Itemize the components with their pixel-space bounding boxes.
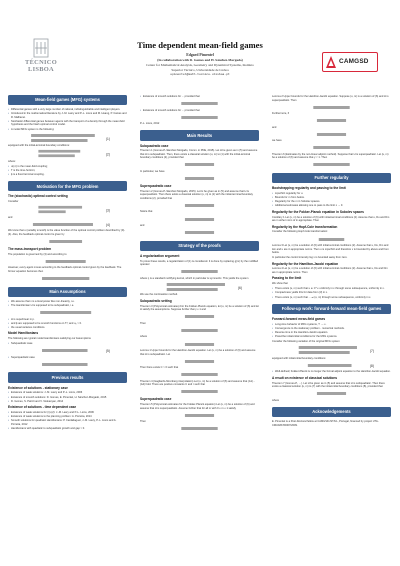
assumptions-list-2 bbox=[8, 318, 127, 330]
equation bbox=[22, 258, 113, 265]
list-item: • Long-time behavior of MFG systems, T → ∞. bbox=[272, 323, 391, 327]
svg-text:(5): (5) bbox=[105, 349, 111, 354]
equation bbox=[154, 341, 245, 348]
svg-text:(7): (7) bbox=[369, 349, 375, 354]
email: epimentel@math.tecnico.ulisboa.pt bbox=[170, 72, 230, 76]
paragraph: We show that bbox=[272, 282, 288, 286]
equation bbox=[22, 309, 113, 316]
list-item: • the usual variance conditions. bbox=[8, 326, 127, 330]
subsection-title: Superquadratic case bbox=[140, 184, 172, 189]
list-item: • and ϕ are supposed to be smooth functions on Tᵈ; and u₀ > 0. bbox=[8, 322, 127, 326]
paragraph: Theorem 2 (Gomes-P.-Sánchez-Morgado, 2015). Let H be given as in (5) and assume that H is superquadratic. Then there exists a classical solution (u, m) to (1) with the initial-terminal boundary conditions (2), provided that bbox=[140, 189, 253, 200]
time-dependent-results-list bbox=[8, 411, 127, 430]
equation bbox=[154, 425, 245, 432]
equation bbox=[286, 144, 377, 151]
paragraph: Consider the following Hopf-Cole transformation: bbox=[272, 230, 328, 234]
list-item: • Existence of weak solutions to the planning problem: A. Porretta, 2014 bbox=[8, 415, 127, 419]
equation bbox=[154, 358, 245, 365]
list-item: • Existence of smooth solutions: D. Gomes, E. Pimentel, H. Sánchez-Morgado, 2015 bbox=[8, 396, 127, 400]
list-item: • Compactness yields this for data from (3) in ε. bbox=[272, 291, 391, 295]
svg-text:(8): (8) bbox=[369, 363, 375, 368]
bootstrapping-list bbox=[272, 192, 391, 208]
equation bbox=[154, 175, 245, 182]
list-item: • Subquadratic case bbox=[8, 342, 127, 346]
list-item: • Introduced in the mathematical literature by J.-M. Lasry and P.-L. Lions and M. Huang, P. Caines and R. Malhamé. bbox=[8, 112, 127, 119]
list-item: • Existence of smooth solutions for ... provided that bbox=[140, 95, 259, 99]
list-item: • We assume that x is a local power like non-linearity, i.e. bbox=[8, 300, 127, 304]
well-defined-list bbox=[272, 370, 391, 374]
paragraph: where bbox=[272, 398, 280, 402]
svg-text:(3): (3) bbox=[105, 208, 111, 213]
presenter-name: Edgard Pimentel bbox=[186, 53, 214, 57]
list-item: • A model MFG system is the following: bbox=[8, 128, 127, 132]
list-item: • D. Gomes, S. Patrizi and V. Voskanyan, 2014 bbox=[8, 400, 127, 404]
subsection-title: Existence of solutions - stationary case bbox=[8, 385, 68, 390]
section-title-further-regularity: Further regularity bbox=[272, 173, 391, 183]
continued-list bbox=[140, 95, 259, 99]
svg-text:(6): (6) bbox=[237, 285, 243, 291]
paragraph: Then bbox=[140, 321, 146, 325]
list-item: • Convergence to the stationary problem - numerical methods. bbox=[272, 327, 391, 331]
paragraph: However, every agent moves according to the feedback optimal control given by the feedback. The former equation becomes then bbox=[8, 266, 122, 273]
paragraph: Then bbox=[140, 420, 146, 424]
subsection-title: Model Hamiltonians bbox=[8, 331, 39, 336]
continued-list-2 bbox=[140, 109, 259, 113]
subsection-title: Regularity for the Hamilton-Jacobi equation bbox=[272, 261, 339, 266]
section-title-strategy: Strategy of the proofs bbox=[140, 241, 259, 251]
equation bbox=[22, 361, 113, 368]
list-item: • Stochastic differential games between agents with the transport of a density through the mean-field hypothesis and the Nash optimal control model. bbox=[8, 120, 127, 127]
equation bbox=[154, 313, 245, 320]
section-title-acknowledgements: Acknowledgements bbox=[272, 407, 391, 417]
paragraph: In particular the control intensity log v is bounded away from zero. bbox=[272, 256, 348, 260]
svg-text:(2): (2) bbox=[105, 152, 111, 157]
equation bbox=[154, 229, 245, 236]
paragraph: where: bbox=[8, 159, 16, 163]
citation: P.-L. Lions, 2012 bbox=[140, 122, 160, 126]
list-item: • ϕ is a fixed terminal coupling. bbox=[8, 173, 127, 177]
paragraph: where η is a standard mollifying kernel, which in particular is symmetric. This yields the system bbox=[140, 276, 249, 280]
subsection-title: Existence of solutions - time dependent case bbox=[8, 405, 77, 410]
paragraph: Lemma 3 Let (u, m) be a solution of (6) with initial-terminal conditions (2). Assume that u, Du, Dm and Δm and u are in appropriate norms. Then u is Lipschitz and therefore v is bounded by above and from below. bbox=[272, 244, 389, 255]
subsection-title: Regularity by the Hopf-Cole transformation bbox=[272, 224, 338, 229]
section-title-motivation: Motivation for the MFG problem bbox=[8, 181, 127, 191]
list-item: • Lipschitz regularity for u. bbox=[272, 192, 391, 196]
list-item: • Superquadratic case bbox=[8, 356, 127, 360]
equation bbox=[22, 205, 113, 214]
list-item: • T is the time-horizon; bbox=[8, 169, 127, 173]
equation bbox=[286, 117, 377, 124]
list-item: • Additional estimates allowing one to pass to the limit ε → 0. bbox=[272, 204, 391, 208]
equation bbox=[154, 412, 245, 419]
paragraph: Theorem 5 (Polynomial estimates for the Fokker-Planck equation) Let (u, m) be a solution of (6) and assume that H is superquadratic. Assume further that for all m with 0 ≤ m ≤ 1 satisfy bbox=[140, 403, 255, 410]
section-title-assumptions: Main Assumptions bbox=[8, 287, 127, 297]
paragraph: Theorem 6 (Estimates by the non-linear adjoint method). Suppose that H is superquadratic. Let (u, m) be a solution of (6) and assume that γ < 1. Then bbox=[272, 152, 389, 160]
paragraph: Consider bbox=[8, 200, 19, 204]
equation bbox=[154, 388, 245, 395]
paragraph: equipped with the initial-terminal boundary conditions: bbox=[8, 144, 70, 148]
list-item: • There exists (u, m) such that u ∈ C^∞ uniformly in ε through some subsequence, uniformly in ε. bbox=[272, 287, 391, 291]
poster-title: Time dependent mean-field games bbox=[137, 40, 263, 50]
equation bbox=[286, 161, 377, 168]
subsection-title: Superquadratic case bbox=[140, 397, 172, 402]
equation bbox=[154, 371, 245, 378]
column-2 bbox=[140, 95, 259, 434]
hamiltonians-list-2 bbox=[8, 356, 127, 360]
equation bbox=[22, 238, 113, 245]
collaborators: (In collaboration with D. Gomes and H. Sánchez-Morgado) bbox=[157, 58, 243, 63]
subsection-title: Passing to the limit bbox=[272, 276, 302, 281]
limit-list bbox=[272, 287, 391, 299]
paragraph: Furthermore, if bbox=[272, 112, 290, 116]
list-item: • Existence of weak solutions: J.-M. Lasry and P.-L. Lions, 2006 bbox=[8, 391, 127, 395]
list-item: • Reverse time in the Hamilton-Jacobi equation. bbox=[272, 331, 391, 335]
assumptions-list bbox=[8, 300, 127, 308]
paragraph: We use the continuation method. bbox=[140, 293, 178, 297]
list-item: • There exists (u, m) such that ... ⇀ (u, m) through some subsequence, uniformly in ε. bbox=[272, 296, 391, 300]
subsection-title: Forward-forward mean-field games bbox=[272, 316, 326, 321]
tecnico-logo-text: TÉCNICO LISBOA bbox=[25, 59, 57, 73]
paragraph: Theorem 3 (Polynomial estimates) For the Fokker-Planck equation, let (u, m) be a solution of (6) and let H satisfy the assumptions. Suppose further that γ ≤ 1 and bbox=[140, 304, 259, 312]
column-3 bbox=[272, 95, 391, 427]
subsection-title: The (stochastic) optimal control setting bbox=[8, 194, 68, 199]
tecnico-emblem-icon bbox=[33, 38, 49, 58]
equation bbox=[286, 362, 377, 369]
paragraph: Consider the following variation of the original MFG system bbox=[272, 340, 340, 344]
paragraph: and bbox=[272, 125, 277, 129]
list-item: • Bounds for m from below. bbox=[272, 196, 391, 200]
list-item: • H is superlinear in p. bbox=[8, 318, 127, 322]
subsection-title: Regularity for the Fokker-Planck equation in Sobolev spaces bbox=[272, 209, 364, 214]
acknowledgements-text: E. Pimentel is a Post-Doctoral fellow at CAMGSD-IST/UL, Portugal, financed by project UTA-CMU/MAT/0007/2009. bbox=[272, 420, 379, 427]
paragraph: We know that u (suitably smooth) is the value function of the optimal control problem described by (3)-(4). Also, the feedback optimal control is given by bbox=[8, 229, 126, 236]
subsection-title: A result on existence of classical solutions bbox=[272, 375, 338, 380]
equation bbox=[22, 149, 113, 158]
equation bbox=[286, 131, 377, 138]
equation bbox=[286, 345, 377, 355]
stationary-results-list bbox=[8, 391, 127, 403]
list-item: • Hamiltonians with quadratic to subquadratic growth and gap > 0. bbox=[8, 427, 127, 431]
section-title-follow-up: Follow-up work: forward-forward mean-field games bbox=[272, 304, 391, 314]
paragraph: Lemma 1 Upper bounds for the Hamilton-Jacobi equation. Let (u, m) be a solution of (6) and assume that H is subquadratic. Let bbox=[140, 349, 256, 356]
paragraph: Then there exists C > 0 such that bbox=[140, 366, 179, 370]
subsection-title: A regularization argument bbox=[140, 253, 180, 258]
paragraph: To prove these results, a regularization of (1) is considered. It is done by replacing g(m) by the mollified operator bbox=[140, 259, 259, 267]
list-item: • Existence of weak solutions for (1)-(2): J.-M. Lasry and P.-L. Lions, 2006 bbox=[8, 411, 127, 415]
affiliation-line-1: Center for Mathematical Analysis, Geometry and Dynamical Systems, Instituto bbox=[146, 63, 254, 68]
subsection-title: Bootstrapping regularity and passing to the limit bbox=[272, 186, 346, 191]
authors-block bbox=[80, 53, 320, 77]
equation bbox=[22, 221, 113, 228]
equation bbox=[154, 282, 245, 292]
subsection-title: Subquadratic setting bbox=[140, 298, 172, 303]
equation bbox=[154, 100, 245, 107]
svg-text:(4): (4) bbox=[105, 222, 111, 227]
where-list bbox=[8, 165, 127, 177]
equation bbox=[154, 161, 245, 168]
list-item: • Existence of smooth solutions for ... provided that bbox=[140, 109, 259, 113]
paragraph: Theorem 7 (Gomes-P., ...). Let H be given as in (5) and assume that H is subquadratic. Then there exists a classical solution (u, m) to (7) with the initial-initial boundary conditions (8), provided that bbox=[272, 381, 385, 389]
list-item: • Prescribe initial-initial conditions for the MFG systems. bbox=[272, 335, 391, 339]
paragraph: and bbox=[140, 224, 145, 228]
equation bbox=[22, 275, 113, 282]
camgsd-triangle-icon bbox=[325, 55, 337, 69]
section-title-mfg-systems: Mean-field games (MFG) systems bbox=[8, 95, 127, 105]
section-title-previous-results: Previous results bbox=[8, 372, 127, 382]
paragraph: The population is governed by (3) and according to bbox=[8, 252, 67, 256]
equation bbox=[154, 268, 245, 275]
paragraph: equipped with initial-initial boundary conditions: bbox=[272, 356, 327, 360]
paragraph: we have bbox=[272, 139, 282, 143]
section-title-main-results: Main Results bbox=[140, 130, 259, 140]
equation bbox=[22, 347, 113, 354]
paragraph: Theorem 4 (Gagliardo-Nirenberg interpolation) Let (u, m) be a solution of (6) and assume that (A1) - (A4) hold. There are positive constants C and r such that bbox=[140, 379, 255, 387]
equation bbox=[286, 104, 377, 111]
paragraph: Theorem 1 (Gomes-P.-Sánchez-Morgado, Comm. in PDE, 2015). Let H be given as in (5) and assume that H is subquadratic. Then, there exists a classical solution (u, m) to (1) with the initial-terminal boundary conditions (2), provided that bbox=[140, 149, 258, 160]
equation bbox=[286, 390, 377, 397]
list-item: • Differential games with a very large number of rational, indistinguishable and intelligent players. bbox=[8, 108, 127, 112]
forward-forward-list bbox=[272, 323, 391, 339]
svg-text:(1): (1) bbox=[105, 136, 111, 141]
equation bbox=[154, 114, 245, 121]
paragraph: Notice that bbox=[140, 210, 153, 214]
subsection-title: The mass-transport problem bbox=[8, 247, 52, 252]
camgsd-logo-text: CAMGSD bbox=[339, 57, 369, 65]
affiliation-line-2: Superior Técnico, Universidade de Lisboa bbox=[171, 67, 229, 72]
paragraph: where bbox=[140, 335, 148, 339]
tecnico-logo bbox=[22, 38, 60, 73]
hamiltonians-list bbox=[8, 342, 127, 346]
list-item: • The Hamiltonian H is supposed to be subquadratic, i.e. bbox=[8, 304, 127, 308]
list-item: • Regularity for the m in Sobolev spaces. bbox=[272, 200, 391, 204]
equation bbox=[22, 133, 113, 143]
camgsd-logo bbox=[322, 52, 378, 72]
column-1 bbox=[8, 95, 127, 432]
poster-header bbox=[0, 0, 400, 86]
paragraph: Lemma 4 Let (u, m) be a solution of (6) with initial-terminal conditions (2). Assume that u, Du and Dm are in appropriate norms. Then bbox=[272, 267, 388, 274]
equation bbox=[154, 216, 245, 223]
list-item: • Smooth solutions for quadratic Hamiltonians: P. Cardaliaguet, J.-M. Lasry, P.-L. Lions and A. Porretta, 2012 bbox=[8, 419, 127, 426]
paragraph: and bbox=[8, 215, 13, 219]
paragraph: The following are typical model Hamiltonians satisfying our Assumptions bbox=[8, 337, 91, 341]
list-item: • Well-defined; Fokker-Planck is no longer the formal adjoint equation to the Hamilton-Jacobi equation. bbox=[272, 370, 391, 374]
equation bbox=[286, 236, 377, 243]
paragraph: Lemma 2 Upper bounds for the Hamilton-Jacobi equation. Suppose (u, m) is a solution of (6) and H is superquadratic. Then bbox=[272, 95, 389, 102]
mfg-intro-list bbox=[8, 108, 127, 131]
paragraph: Corollary 1 Let (u, m) be a solution of (6) with initial-terminal conditions (2). Assume that u, Du and Dm are in either norm of in appropriate. Then bbox=[272, 215, 390, 223]
equation bbox=[154, 327, 245, 334]
paragraph: In particular, we have bbox=[140, 169, 165, 173]
equation bbox=[154, 202, 245, 209]
subsection-title: Subquadratic case bbox=[140, 143, 169, 148]
list-item: • u(x,t) is the mean-field coupling; bbox=[8, 165, 127, 169]
